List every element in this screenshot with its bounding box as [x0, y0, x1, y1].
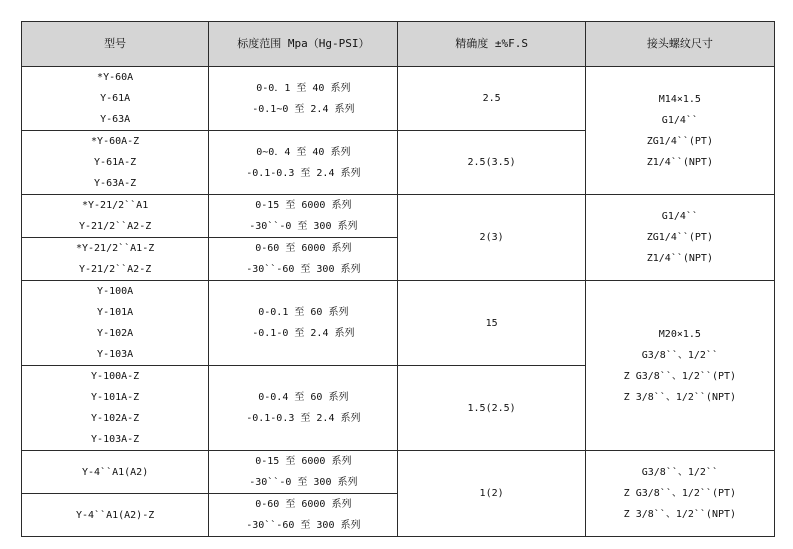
range-text: 0-60 至 6000 系列: [255, 499, 352, 510]
range-text: -0.1-0.3 至 2.4 系列: [246, 413, 361, 424]
header-thread-label: 接头螺纹尺寸: [646, 37, 713, 50]
model-cell: [22, 238, 209, 281]
thread-text: M20×1.5: [658, 328, 701, 340]
range-text: -0.1~0 至 2.4 系列: [252, 103, 355, 115]
accuracy-value: 1.5(2.5): [467, 402, 516, 414]
model-name: Y-102A-Z: [91, 413, 140, 424]
table-row: [22, 67, 775, 131]
range-text: -30``-60 至 300 系列: [246, 264, 361, 275]
thread-cell: [585, 281, 774, 451]
accuracy-cell: [398, 281, 585, 366]
spec-table: [21, 21, 775, 537]
model-name: *Y-21/2``A1-Z: [75, 243, 155, 254]
thread-text: Z1/4``(NPT): [646, 156, 713, 168]
model-name: Y-103A-Z: [91, 434, 140, 445]
model-cell: [22, 451, 209, 494]
table-row: [22, 451, 775, 494]
model-cell: [22, 131, 209, 195]
range-text: -0.1-0.3 至 2.4 系列: [246, 167, 361, 179]
model-name: Y-101A-Z: [91, 392, 140, 403]
range-text: -30``-60 至 300 系列: [246, 520, 361, 531]
thread-text: Z G3/8``、1/2``(PT): [623, 370, 737, 382]
header-range-title: 标度范围: [237, 37, 282, 50]
range-cell: [209, 366, 398, 451]
accuracy-value: 2(3): [479, 232, 504, 243]
range-text: 0~0．4 至 40 系列: [256, 146, 351, 158]
accuracy-cell: [398, 366, 585, 451]
model-name: *Y-21/2``A1: [82, 200, 149, 211]
model-name: Y-63A: [100, 114, 131, 125]
thread-text: Z G3/8``、1/2``(PT): [623, 488, 737, 499]
model-name: Y-4``A1(A2): [82, 466, 149, 478]
accuracy-value: 2.5: [482, 93, 501, 104]
range-cell: [209, 451, 398, 494]
model-name: Y-21/2``A2-Z: [78, 221, 152, 232]
thread-text: ZG1/4``(PT): [646, 135, 713, 147]
accuracy-cell: [398, 195, 585, 281]
model-name: *Y-60A: [97, 72, 134, 83]
accuracy-cell: [398, 451, 585, 537]
model-cell: [22, 281, 209, 366]
range-cell: [209, 281, 398, 366]
accuracy-cell: [398, 67, 585, 131]
model-cell: [22, 195, 209, 238]
header-accuracy-title: 精确度: [455, 37, 489, 50]
header-range-unit: Mpa（Hg-PSI）: [287, 37, 370, 50]
range-text: 0-0.4 至 60 系列: [258, 392, 349, 403]
range-text: 0-0.1 至 60 系列: [258, 307, 349, 318]
header-accuracy: [398, 22, 585, 67]
model-name: Y-61A: [100, 93, 131, 104]
thread-text: Z 3/8``、1/2``(NPT): [623, 391, 737, 403]
accuracy-value: 1(2): [479, 488, 504, 499]
thread-cell: [585, 195, 774, 281]
model-name: Y-63A-Z: [94, 178, 137, 189]
header-model: [22, 22, 209, 67]
range-cell: [209, 67, 398, 131]
thread-text: G1/4``: [661, 211, 698, 222]
model-name: Y-4``A1(A2)-Z: [75, 509, 155, 521]
model-cell: [22, 494, 209, 537]
thread-text: M14×1.5: [658, 93, 701, 105]
header-accuracy-unit: ±%F.S: [494, 37, 528, 50]
thread-text: G1/4``: [661, 114, 698, 126]
header-model-label: 型号: [104, 37, 127, 50]
header-range: [209, 22, 398, 67]
table-row: [22, 195, 775, 238]
range-cell: [209, 131, 398, 195]
model-name: Y-103A: [97, 349, 134, 360]
thread-text: Z 3/8``、1/2``(NPT): [623, 509, 737, 520]
model-name: Y-21/2``A2-Z: [78, 264, 152, 275]
thread-cell: [585, 451, 774, 537]
range-text: -0.1-0 至 2.4 系列: [252, 328, 355, 339]
accuracy-value: 15: [485, 317, 498, 329]
thread-text: G3/8``、1/2``: [641, 349, 718, 361]
range-cell: [209, 238, 398, 281]
range-cell: [209, 494, 398, 537]
range-text: -30``-0 至 300 系列: [249, 477, 358, 488]
model-name: Y-61A-Z: [94, 157, 137, 168]
header-row: [22, 22, 775, 67]
thread-text: Z1/4``(NPT): [646, 253, 713, 264]
model-cell: [22, 366, 209, 451]
model-name: Y-100A: [97, 286, 134, 297]
accuracy-value: 2.5(3.5): [467, 157, 516, 168]
model-name: Y-102A: [97, 328, 134, 339]
thread-cell: [585, 67, 774, 195]
thread-text: G3/8``、1/2``: [641, 467, 718, 478]
thread-text: ZG1/4``(PT): [646, 232, 713, 243]
header-thread: [585, 22, 774, 67]
range-text: 0-15 至 6000 系列: [255, 456, 352, 467]
range-text: -30``-0 至 300 系列: [249, 221, 358, 232]
range-text: 0-0．1 至 40 系列: [256, 82, 351, 94]
range-text: 0-60 至 6000 系列: [255, 243, 352, 254]
model-name: *Y-60A-Z: [91, 136, 140, 147]
accuracy-cell: [398, 131, 585, 195]
range-text: 0-15 至 6000 系列: [255, 200, 352, 211]
model-name: Y-101A: [97, 307, 134, 318]
model-cell: [22, 67, 209, 131]
table-row: [22, 281, 775, 366]
range-cell: [209, 195, 398, 238]
model-name: Y-100A-Z: [91, 371, 140, 382]
